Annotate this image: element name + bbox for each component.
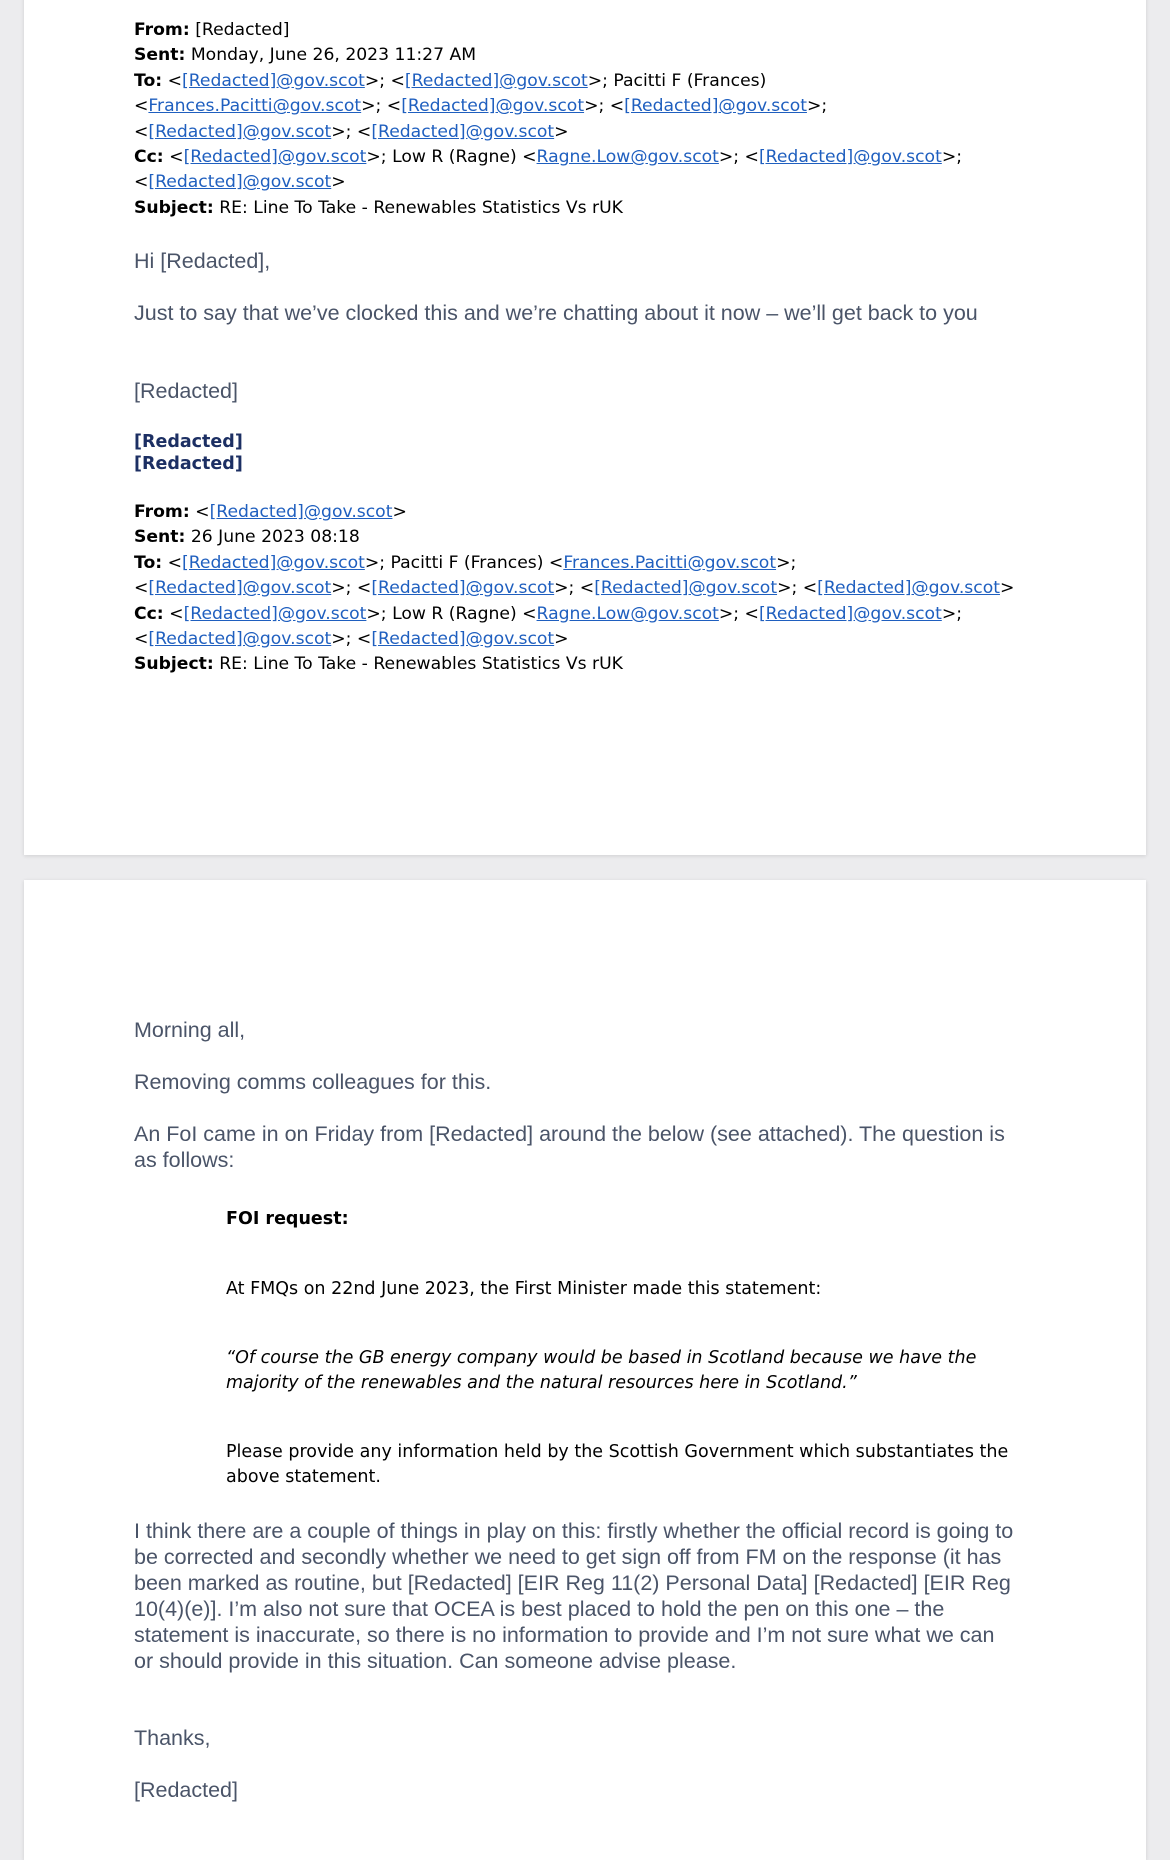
email-header-2: From: <[Redacted]@gov.scot> Sent: 26 June 2023 08:18 To: <[Redacted]@gov.scot>; Pacitti F (Frances) <Frances.Pacitti@gov.scot>; <[Redacted]@gov.scot>; <[Redacted]@gov.scot>; <[Redacted]@gov.scot>; <[Redacted]@gov.scot> Cc: <[Redacted]@gov.scot>; Low R (Ragne) <Ragne.Low@gov.scot>; <[Redacted]@gov.scot>; <[Redacted]@gov.scot>; <[Redacted]@gov.scot> Subject: RE: Line To Take - Renewables Statistics Vs rUK [134, 502, 1015, 675]
email-header-1: From: [Redacted] Sent: Monday, June 26, 2023 11:27 AM To: <[Redacted]@gov.scot>; <[Redacted]@gov.scot>; Pacitti F (Frances) <Frances.Pacitti@gov.scot>; <[Redacted]@gov.scot>; <[Redacted]@gov.scot>; <[Redacted]@gov.scot>; <[Redacted]@gov.scot> Cc: <[Redacted]@gov.scot>; Low R (Ragne) <Ragne.Low@gov.scot>; <[Redacted]@gov.scot>; <[Redacted]@gov.scot> Subject: RE: Line To Take - Renewables Statistics Vs rUK [134, 20, 963, 218]
greeting: Hi [Redacted], [134, 249, 271, 273]
sent-value: 26 June 2023 08:18 [190, 527, 360, 548]
cc-label: Cc: [134, 603, 164, 624]
subject-label: Subject: [134, 654, 214, 675]
message-paragraph: Removing comms colleagues for this. [134, 1070, 492, 1094]
email-link[interactable]: [Redacted]@gov.scot [594, 578, 778, 599]
email-link[interactable]: Ragne.Low@gov.scot [536, 603, 719, 624]
foi-heading: FOI request: [226, 1209, 349, 1229]
email-link[interactable]: Frances.Pacitti@gov.scot [148, 96, 362, 117]
email-link[interactable]: [Redacted]@gov.scot [209, 502, 393, 522]
recipient-name: Pacitti F (Frances) [613, 70, 767, 91]
message-paragraph: An FoI came in on Friday from [Redacted] around the below (see attached). The question is as follows: [134, 1122, 1005, 1172]
to-label: To: [134, 70, 163, 91]
recipient-name: Low R (Ragne) [392, 603, 517, 624]
email-link[interactable]: [Redacted]@gov.scot [183, 147, 367, 168]
signoff: [Redacted] [134, 379, 238, 403]
sent-label: Sent: [134, 45, 186, 66]
recipient-name: Low R (Ragne) [392, 147, 517, 168]
from-value: [Redacted] [195, 20, 290, 40]
thanks: Thanks, [134, 1726, 211, 1750]
greeting: Morning all, [134, 1018, 246, 1042]
email-link[interactable]: [Redacted]@gov.scot [148, 629, 332, 650]
email-link[interactable]: [Redacted]@gov.scot [371, 629, 555, 650]
message-body: Just to say that we’ve clocked this and we’re chatting about it now – we’ll get back to you [134, 301, 978, 325]
foi-ask: Please provide any information held by the Scottish Government which substantiates the above statement. [226, 1442, 1009, 1488]
email-link[interactable]: [Redacted]@gov.scot [182, 552, 365, 573]
from-label: From: [134, 20, 190, 40]
email-link[interactable]: Ragne.Low@gov.scot [536, 147, 719, 168]
sent-value: Monday, June 26, 2023 11:27 AM [190, 45, 477, 66]
email-link[interactable]: [Redacted]@gov.scot [404, 70, 588, 91]
subject-label: Subject: [134, 197, 214, 218]
email-link[interactable]: [Redacted]@gov.scot [183, 603, 367, 624]
foi-quote: “Of course the GB energy company would be based in Scotland because we have the majority of the renewables and the natural resources here in Scotland.” [226, 1348, 977, 1394]
foi-intro: At FMQs on 22nd June 2023, the First Minister made this statement: [226, 1279, 822, 1299]
email-link[interactable]: [Redacted]@gov.scot [758, 603, 942, 624]
email-link[interactable]: [Redacted]@gov.scot [758, 147, 942, 168]
sent-label: Sent: [134, 527, 186, 548]
message-paragraph: I think there are a couple of things in play on this: firstly whether the official record is going to be corrected and secondly whether we need to get sign off from FM on the response (it has been marked as routine, but [Redacted] [EIR Reg 11(2) Personal Data] [Redacted] [EIR Reg 10(4)(e)]. I’m also not sure that OCEA is best placed to hold the pen on this one – the statement is inaccurate, so there is no information to provide and I’m not sure what we can or should provide in this situation. Can someone advise please. [134, 1519, 1014, 1673]
signoff: [Redacted] [134, 1778, 238, 1802]
email-link[interactable]: Frances.Pacitti@gov.scot [563, 552, 777, 573]
signature-line: [Redacted] [134, 432, 243, 452]
email-link[interactable]: [Redacted]@gov.scot [148, 578, 332, 599]
email-link[interactable]: [Redacted]@gov.scot [182, 70, 365, 91]
email-link[interactable]: [Redacted]@gov.scot [148, 172, 332, 193]
signature [134, 431, 1014, 475]
signature-line: [Redacted] [134, 454, 243, 474]
to-label: To: [134, 552, 163, 573]
email-link[interactable]: [Redacted]@gov.scot [371, 121, 555, 142]
subject-value: RE: Line To Take - Renewables Statistics Vs rUK [219, 654, 623, 675]
recipient-name: Pacitti F (Frances) [390, 552, 544, 573]
email-link[interactable]: [Redacted]@gov.scot [148, 121, 332, 142]
email-link[interactable]: [Redacted]@gov.scot [817, 578, 1000, 599]
cc-label: Cc: [134, 147, 164, 168]
email-link[interactable]: [Redacted]@gov.scot [371, 578, 555, 599]
from-label: From: [134, 502, 190, 522]
email-link[interactable]: [Redacted]@gov.scot [624, 96, 807, 117]
email-link[interactable]: [Redacted]@gov.scot [401, 96, 585, 117]
subject-value: RE: Line To Take - Renewables Statistics Vs rUK [219, 197, 623, 218]
